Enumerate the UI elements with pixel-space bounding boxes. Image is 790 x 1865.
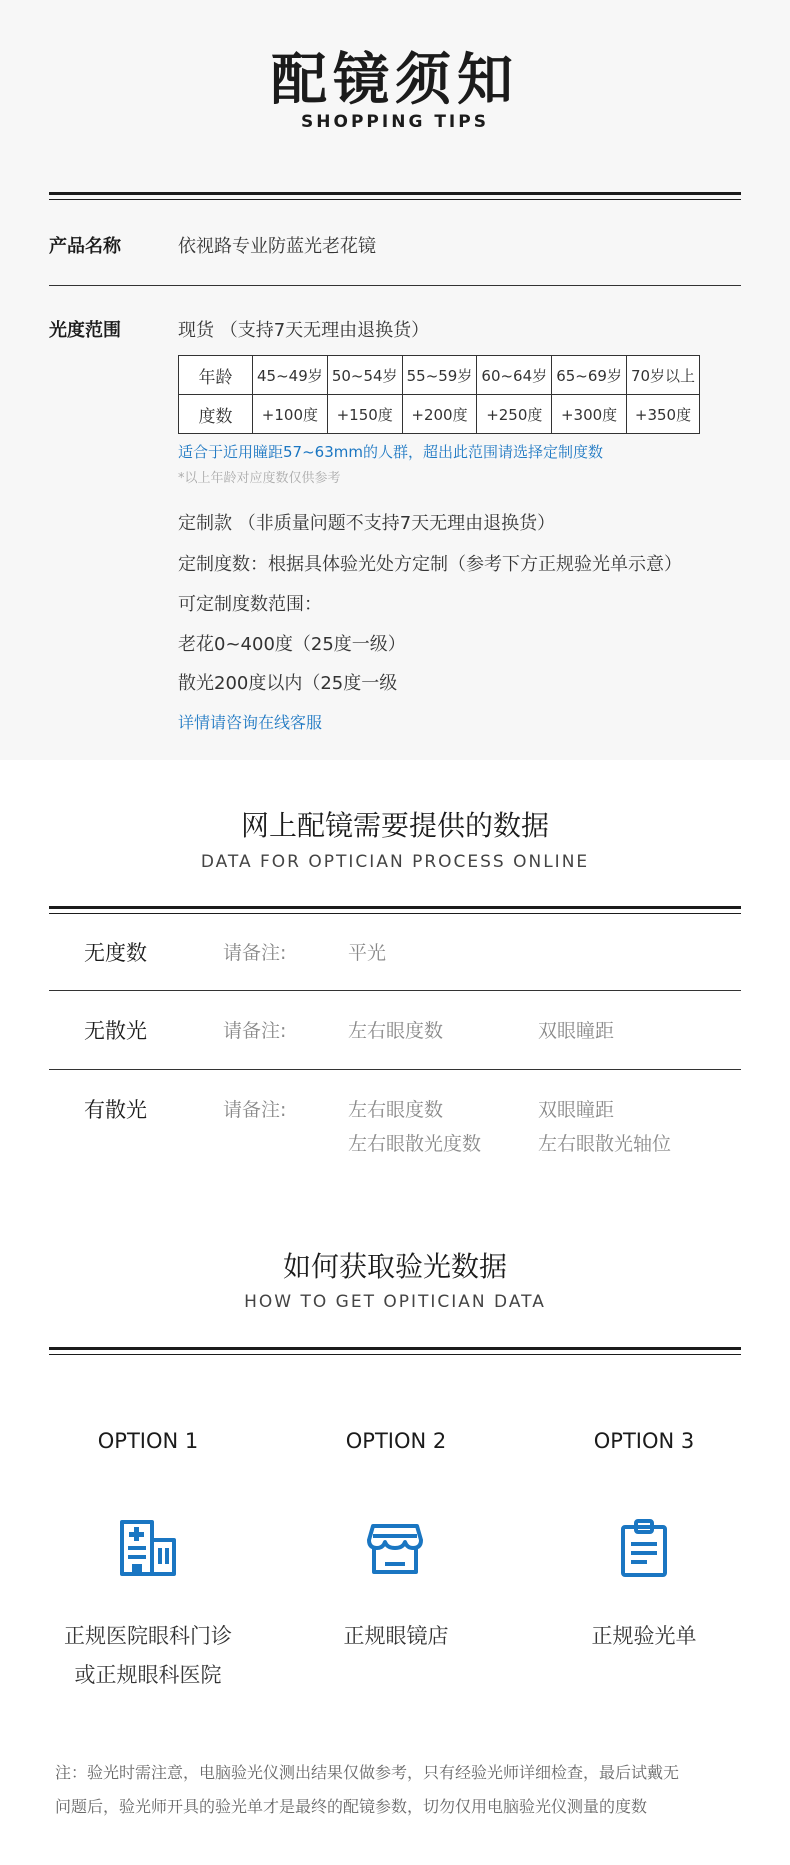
age-cell: 55~59岁	[402, 356, 477, 395]
row-value: 左右眼散光度数	[348, 1133, 482, 1155]
howto-subtitle: HOW TO GET OPITICIAN DATA	[244, 1292, 546, 1312]
table-row	[179, 356, 700, 395]
degree-cell: +150度	[327, 395, 402, 434]
degree-cell: +300度	[552, 395, 627, 434]
row-value: 双眼瞳距	[538, 1099, 615, 1121]
pupil-distance-note: 适合于近用瞳距57~63mm的人群，超出此范围请选择定制度数	[178, 443, 603, 461]
degree-cell: +100度	[253, 395, 328, 434]
custom-presbyopia: 老花0~400度（25度一级）	[178, 634, 406, 655]
online-title: 网上配镜需要提供的数据	[240, 809, 549, 842]
row-label: 无散光	[84, 1019, 147, 1043]
age-reference-note: *以上年龄对应度数仅供参考	[178, 471, 341, 486]
row-value: 左右眼度数	[348, 1020, 444, 1042]
degree-cell: +350度	[626, 395, 699, 434]
divider	[49, 1069, 741, 1070]
row-value: 左右眼度数	[348, 1099, 444, 1121]
clipboard-icon	[614, 1518, 674, 1578]
degree-cell: +200度	[402, 395, 477, 434]
custom-astigmatism: 散光200度以内（25度一级	[178, 673, 398, 694]
divider	[49, 285, 741, 286]
age-cell: 45~49岁	[253, 356, 328, 395]
custom-line: 定制款 （非质量问题不支持7天无理由退换货）	[178, 513, 556, 534]
page-subtitle: SHOPPING TIPS	[301, 112, 489, 132]
degree-table	[178, 355, 700, 434]
option-2-label: 正规眼镜店	[343, 1624, 449, 1648]
option-1-label-2: 或正规眼科医院	[74, 1663, 222, 1687]
row-note: 请备注:	[223, 942, 287, 964]
page-title: 配镜须知	[271, 48, 519, 113]
power-range-label: 光度范围	[49, 320, 121, 341]
option-1-title: OPTION 1	[97, 1429, 199, 1453]
consult-link[interactable]: 详情请咨询在线客服	[178, 713, 323, 732]
option-2-title: OPTION 2	[345, 1429, 447, 1453]
option-3-title: OPTION 3	[593, 1429, 695, 1453]
degree-cell: +250度	[477, 395, 552, 434]
online-subtitle: DATA FOR OPTICIAN PROCESS ONLINE	[200, 852, 590, 872]
double-divider	[49, 906, 741, 914]
option-3-label: 正规验光单	[591, 1624, 697, 1648]
age-cell: 70岁以上	[626, 356, 699, 395]
row-label: 有散光	[84, 1098, 147, 1122]
content-panel	[0, 760, 790, 1865]
howto-title: 如何获取验光数据	[282, 1250, 507, 1283]
age-cell: 60~64岁	[477, 356, 552, 395]
footnote-line-2: 问题后，验光师开具的验光单才是最终的配镜参数，切勿仅用电脑验光仪测量的度数	[55, 1797, 648, 1816]
age-cell: 65~69岁	[552, 356, 627, 395]
divider	[49, 990, 741, 991]
double-divider	[49, 192, 741, 200]
row-label: 无度数	[84, 941, 147, 965]
age-cell: 50~54岁	[327, 356, 402, 395]
table-row	[179, 395, 700, 434]
degree-header: 度数	[179, 395, 253, 434]
store-icon	[365, 1518, 425, 1578]
double-divider	[49, 1347, 741, 1355]
hospital-icon	[118, 1518, 178, 1578]
option-1-label: 正规医院眼科门诊	[64, 1624, 232, 1648]
product-name-label: 产品名称	[49, 236, 121, 257]
age-header: 年龄	[179, 356, 253, 395]
row-value: 平光	[348, 942, 387, 964]
row-value: 左右眼散光轴位	[538, 1133, 672, 1155]
product-name-value: 依视路专业防蓝光老花镜	[178, 236, 376, 257]
row-value: 双眼瞳距	[538, 1020, 615, 1042]
custom-degree: 定制度数：根据具体验光处方定制（参考下方正规验光单示意）	[178, 554, 682, 575]
row-note: 请备注:	[223, 1020, 287, 1042]
row-note: 请备注:	[223, 1099, 287, 1121]
stock-line: 现货 （支持7天无理由退换货）	[178, 320, 430, 341]
footnote-line-1: 注：验光时需注意，电脑验光仪测出结果仅做参考，只有经验光师详细检查，最后试戴无	[55, 1763, 680, 1782]
custom-range-label: 可定制度数范围：	[178, 594, 322, 615]
